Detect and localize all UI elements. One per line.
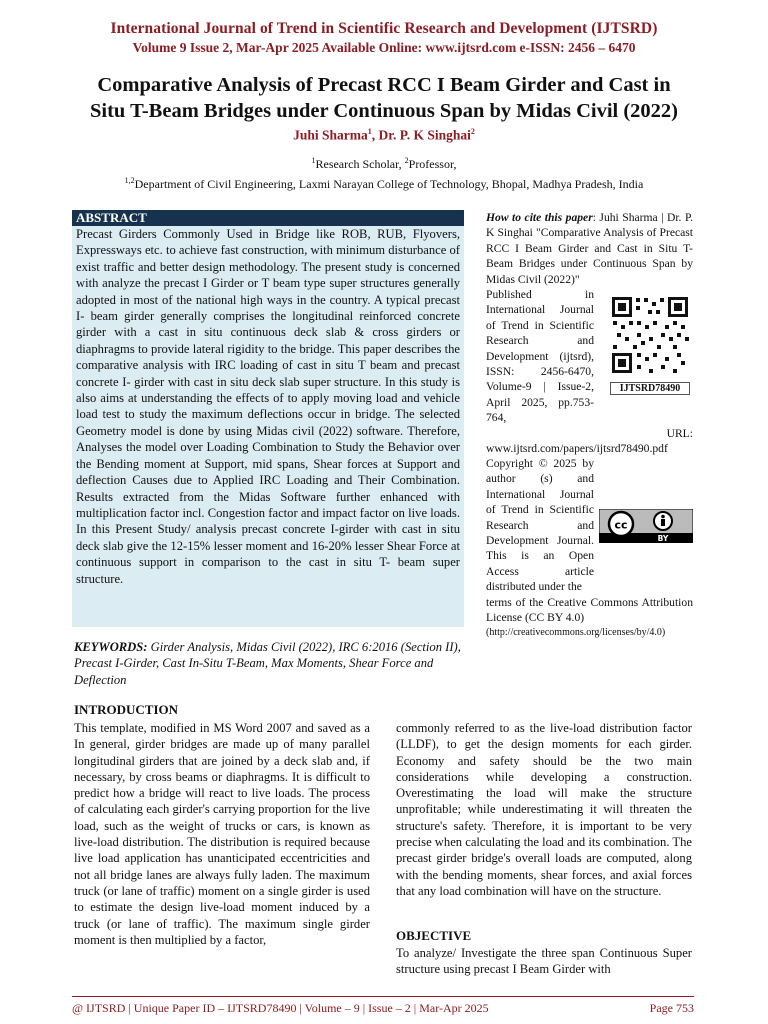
footer: [72, 1001, 694, 1016]
abstract-heading: ABSTRACT: [72, 210, 464, 226]
keywords: [74, 639, 464, 688]
qr-code-icon: [610, 295, 690, 375]
citation-intro: [486, 210, 693, 287]
copyright-block: [486, 456, 693, 641]
affil-sup-2: 2: [404, 156, 409, 165]
qr-code-id: IJTSRD78490: [610, 382, 690, 395]
title-line-2: Situ T-Beam Bridges under Continuous Span by Midas Civil (2022): [89, 100, 678, 122]
journal-name: International Journal of Trend in Scientific Research and Development (IJTSRD): [110, 20, 658, 37]
citation-text: : Juhi Sharma | Dr. P. K Singhai "Comparative Analysis of Precast RCC I Beam Girder and Cast in Situ T-Beam Bridges under Continuous Span by Midas Civil (2022)": [486, 211, 693, 286]
affil-role-2: Professor,: [408, 157, 457, 171]
affil-sup-1: 1: [311, 156, 316, 165]
abstract-text: Precast Girders Commonly Used in Bridge like ROB, RUB, Flyovers, Expressways etc. to achieve fast construction, with minimum disturbance of exist traffic and better design methodology. The present study is concerned with analyze the precast I Girder or T beam type super structures generally adopted in most of the national high ways in the country. A typical precast I- beam girder generally comprises the longitudinal reinforced concrete girder with a cast in situ continuous deck slab & cross girders or diaphragms to provide lateral rigidity to the bridge. This paper describes the comparative analysis with IRC loading of cast in situ T beam and precast concrete I- girder with cast in situ deck slab super structure. In this study is also aims at understanding the effects of to apply moving load and vehicle load test to study the maximum deflections occur in bridge. The selected Geometry model is done by using Midas civil (2022) software. Therefore, Analyses the model over Loading Combination to Study the Behavior over the Bending moment at Support, mid spans, Shear forces at Support and deflection Causes due to Applied IRC Loading and Their Combination. Results extracted from the Midas Software further enhanced with multiplication factor incl. Congestion factor and impact factor on live loads. In this Present Study/ analysis precast concrete I-girder with cast in situ deck slab give the 12-15% lesser moment and 16-20% lesser Shear Force at continuous support in comparison to the cast in situ T- beam super structure.: [76, 227, 460, 586]
cc-by-badge: [599, 509, 693, 543]
introduction-heading: INTRODUCTION: [74, 702, 179, 717]
objective-heading: OBJECTIVE: [396, 928, 472, 943]
affil-role-1: Research Scholar,: [315, 157, 405, 171]
author-2: Dr. P. K Singhai: [378, 127, 471, 143]
license-url[interactable]: (http://creativecommons.org/licenses/by/4.0): [486, 627, 666, 639]
citation-narrow: Published in International Journal of Trend in Scientific Research and Development (ijtsrd), ISSN: 2456-6470, Volume-9 | Issue-2, April 2025, pp.753-764,: [486, 288, 594, 425]
author-1-sup: 1: [367, 127, 372, 136]
cc-license-icon: [599, 509, 693, 543]
keywords-text: Girder Analysis, Midas Civil (2022), IRC 6:2016 (Section II), Precast I-Girder, Cast In-Situ T-Beam, Max Moments, Shear Force and Deflection: [74, 640, 461, 687]
affiliation-roles: [0, 156, 768, 172]
authors: [0, 127, 768, 144]
objective-text: To analyze/ Investigate the three span Continuous Super structure using precast I Beam Girder with: [396, 946, 692, 977]
author-1: Juhi Sharma: [293, 127, 368, 143]
author-separator: ,: [371, 127, 379, 143]
footer-text: @ IJTSRD | Unique Paper ID – IJTSRD78490 | Volume – 9 | Issue – 2 | Mar-Apr 2025: [72, 1001, 489, 1015]
page-number: Page 753: [649, 1001, 694, 1015]
citation-url-row: URL:: [666, 426, 693, 440]
footer-divider: [72, 996, 694, 997]
svg-text:cc: cc: [614, 518, 628, 532]
volume-line: Volume 9 Issue 2, Mar-Apr 2025 Available Online: www.ijtsrd.com e-ISSN: 2456 – 6470: [132, 40, 636, 55]
citation-label: How to cite this paper: [486, 211, 593, 224]
copyright-license: terms of the Creative Commons Attribution License (CC BY 4.0): [486, 595, 693, 625]
introduction-col2: commonly referred to as the live-load distribution factor (LLDF), to get the design moments for each girder. Economy and safety should be the two main considerations while developing a construction. Overestimating the load will make the structure unprofitable; while underestimating it will threaten the structure's safety. Therefore, it is important to be very precise when calculating the load and its combination. The precast girder bridge's overall loads are computed, along with the bending moments, shear forces, and axial forces that any load combination will have on the structure.: [396, 721, 692, 898]
affil2-sup: 1,2: [124, 176, 135, 185]
cc-badge-label: BY: [657, 534, 669, 543]
keywords-label: KEYWORDS:: [74, 640, 148, 654]
qr-code: [610, 295, 690, 395]
author-2-sup: 2: [470, 127, 475, 136]
title-line-1: Comparative Analysis of Precast RCC I Beam Girder and Cast in: [97, 74, 671, 96]
introduction-col1: This template, modified in MS Word 2007 and saved as a In general, girder bridges are made up of many parallel longitudinal girders that are joined by a deck slab and, if necessary, by cross beams or diaphragms. It is difficult to predict how a bridge will react to live loads. The process of calculating each girder's carrying proportion for the live load, such as the weight of trucks or cars, is known as live-load distribution. The distribution is required because live load application has unanticipated eccentricities and not all bridge lanes are always fully laden. The maximum truck (or lane of traffic) moment on a single girder is used to estimate the design live-load moment induced by a truck (or lane of traffic). The maximum single girder moment is then multiplied by a factor,: [74, 721, 370, 947]
copyright-text: Copyright © 2025 by author (s) and International Journal of Trend in Scientific Research and Development Journal. This is an Open Access article distributed under the: [486, 457, 594, 594]
paper-title: [20, 72, 748, 124]
affil2-text: Department of Civil Engineering, Laxmi Narayan College of Technology, Bhopal, Madhya Pradesh, India: [134, 177, 644, 191]
citation-url[interactable]: www.ijtsrd.com/papers/ijtsrd78490.pdf: [486, 442, 668, 456]
affiliation-department: [0, 176, 768, 192]
